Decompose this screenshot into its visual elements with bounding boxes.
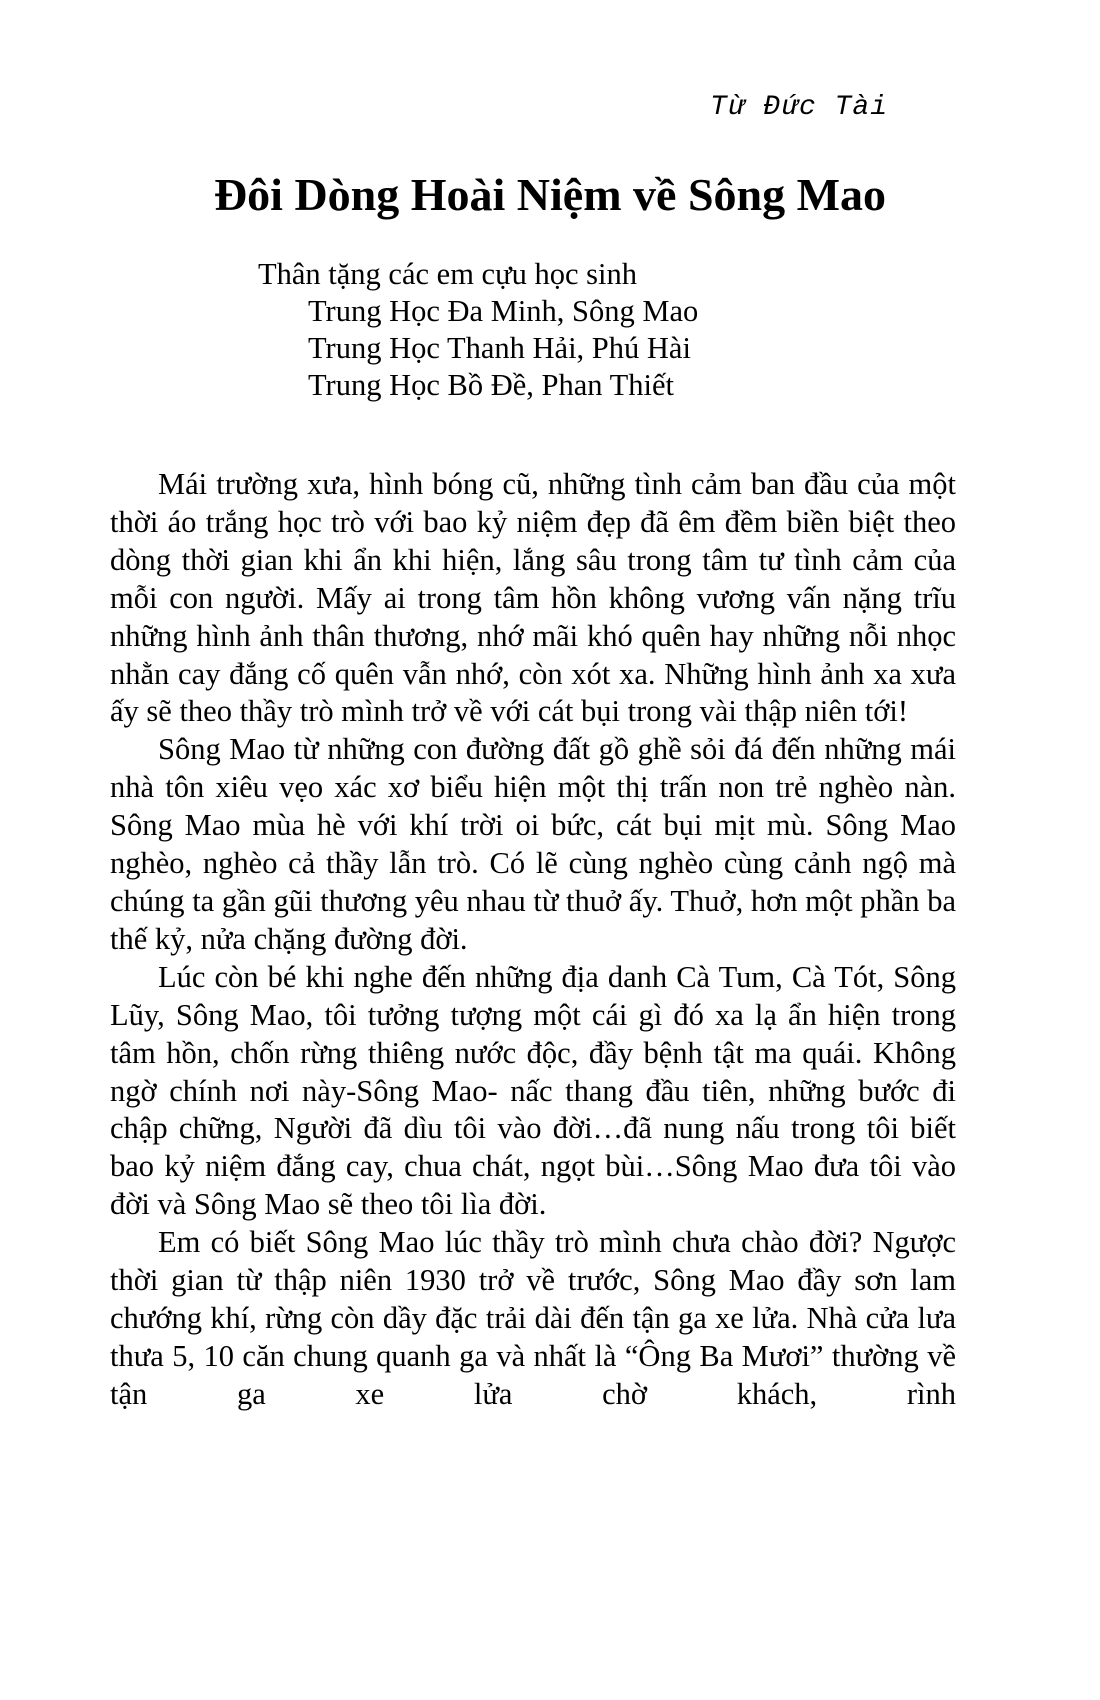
article-title: Đôi Dòng Hoài Niệm về Sông Mao bbox=[213, 169, 887, 220]
dedication-line: Thân tặng các em cựu học sinh bbox=[258, 257, 638, 291]
dedication bbox=[258, 256, 1018, 404]
author-name: Từ Đức Tài bbox=[709, 92, 888, 123]
dedication-school: Trung Học Bồ Đề, Phan Thiết bbox=[308, 368, 674, 402]
body-paragraph: Mái trường xưa, hình bóng cũ, những tình cảm ban đầu của một thời áo trắng học trò với bao kỷ niệm đẹp đã êm đềm biền biệt theo dòng thời gian khi ẩn khi hiện, lắng sâu trong tâm tư tình cảm của mỗi con người. Mấy ai trong tâm hồn không vương vấn nặng trĩu những hình ảnh thân thương, nhớ mãi khó quên hay những nỗi nhọc nhằn cay đắng cố quên vẫn nhớ, còn xót xa. Những hình ảnh xa xưa ấy sẽ theo thầy trò mình trở về với cát bụi trong vài thập niên tới! bbox=[110, 467, 956, 729]
dedication-school: Trung Học Thanh Hải, Phú Hài bbox=[308, 331, 691, 365]
dedication-school: Trung Học Đa Minh, Sông Mao bbox=[308, 294, 699, 328]
body-paragraph: Em có biết Sông Mao lúc thầy trò mình chưa chào đời? Ngược thời gian từ thập niên 1930 trở về trước, Sông Mao đầy sơn lam chướng khí, rừng còn dầy đặc trải dài đến tận ga xe lửa. Nhà cửa lưa thưa 5, 10 căn chung quanh ga và nhất là “Ông Ba Mươi” thường về tận ga xe lửa chờ khách, rình bbox=[110, 1225, 956, 1411]
article-body bbox=[110, 466, 956, 1414]
body-paragraph: Sông Mao từ những con đường đất gồ ghề sỏi đá đến những mái nhà tôn xiêu vẹo xác xơ biểu hiện một thị trấn non trẻ nghèo nàn. Sông Mao mùa hè với khí trời oi bức, cát bụi mịt mù. Sông Mao nghèo, nghèo cả thầy lẫn trò. Có lẽ cùng nghèo cùng cảnh ngộ mà chúng ta gần gũi thương yêu nhau từ thuở ấy. Thuở, hơn một phần ba thế kỷ, nửa chặng đường đời. bbox=[110, 732, 956, 956]
body-paragraph: Lúc còn bé khi nghe đến những địa danh Cà Tum, Cà Tót, Sông Lũy, Sông Mao, tôi tưởng tượng một cái gì đó xa lạ ẩn hiện trong tâm hồn, chốn rừng thiêng nước độc, đầy bệnh tật ma quái. Không ngờ chính nơi này-Sông Mao- nấc thang đầu tiên, những bước đi chập chững, Người đã dìu tôi vào đời…đã nung nấu trong tôi biết bao kỷ niệm đắng cay, chua chát, ngọt bùi…Sông Mao đưa tôi vào đời và Sông Mao sẽ theo tôi lìa đời. bbox=[110, 959, 956, 1222]
